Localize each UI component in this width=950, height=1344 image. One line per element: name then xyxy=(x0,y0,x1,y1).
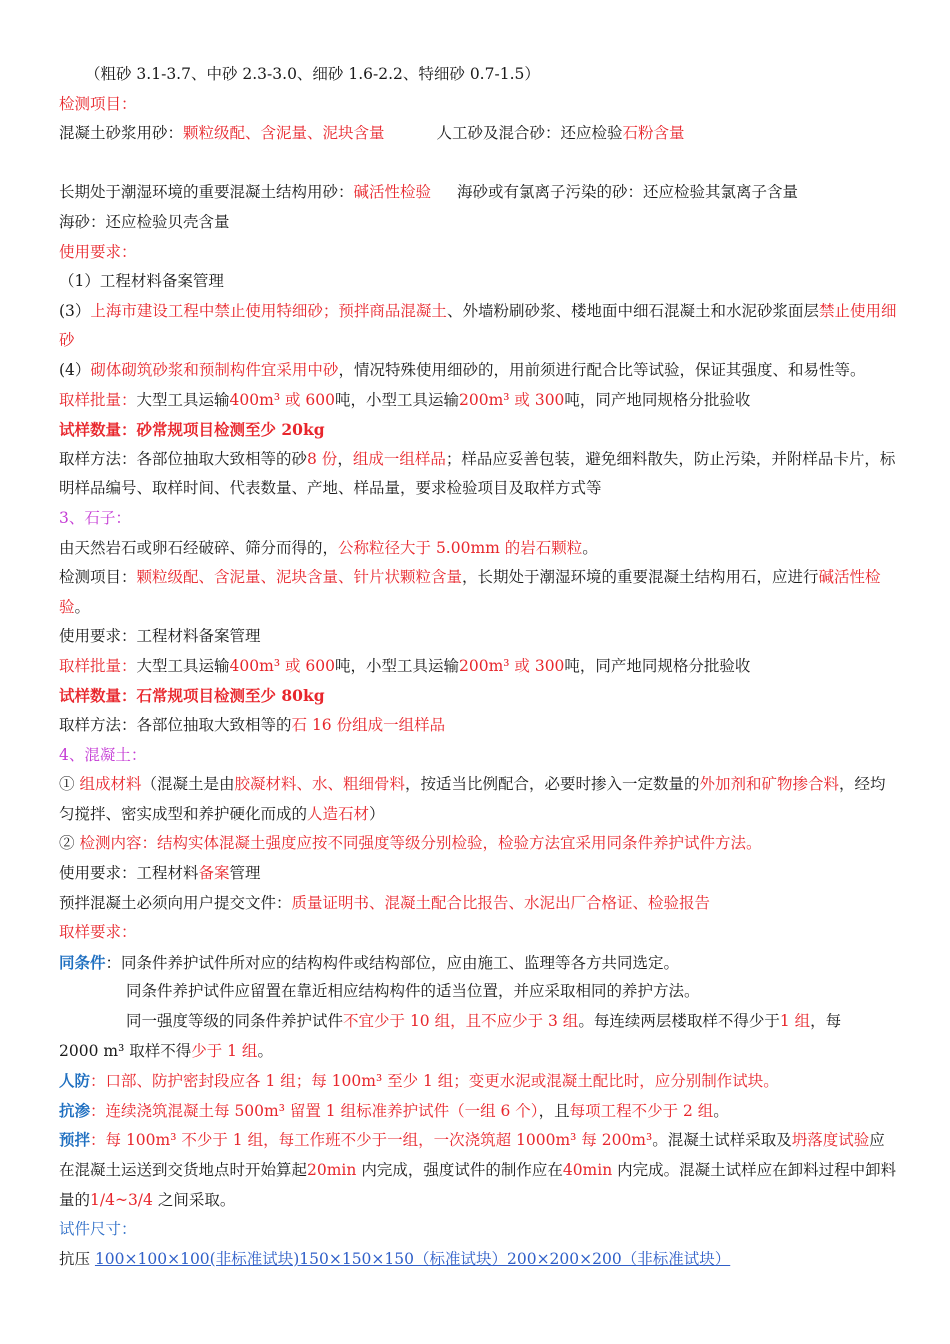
highlight-text: 400m³ 或 600 xyxy=(229,390,335,409)
text: 内完成。混凝土试样应在卸料过程中卸料量的 xyxy=(59,1160,897,1209)
paragraph xyxy=(59,1037,899,1067)
paragraph xyxy=(59,889,899,919)
highlight-text: 1/4~3/4 xyxy=(90,1190,153,1209)
highlight-text: 砌体砌筑砂浆和预制构件宜采用中砂 xyxy=(90,360,339,379)
text: ，每 xyxy=(810,1012,842,1030)
section-heading xyxy=(59,1215,899,1245)
highlight-text: 坍落度试验 xyxy=(791,1131,870,1150)
paragraph xyxy=(59,534,899,564)
paragraph xyxy=(59,267,899,297)
text: 同一强度等级的同条件养护试件 xyxy=(126,1012,344,1030)
highlight-text: 碱活性检验 xyxy=(353,183,432,202)
highlight-text: 公称粒径大于 5.00mm 的岩石颗粒 xyxy=(338,538,583,557)
paragraph xyxy=(59,770,899,829)
text: （粗砂 3.1-3.7、中砂 2.3-3.0、细砂 1.6-2.2、特细砂 0.7-1.5） xyxy=(85,65,540,83)
text: 混凝土砂浆用砂： xyxy=(59,124,184,143)
paragraph xyxy=(59,208,899,238)
text: 。 xyxy=(257,1041,273,1060)
highlight-text: 质量证明书、混凝土配合比报告、水泥出厂合格证、检验报告 xyxy=(291,893,711,912)
text: 取样方法：各部位抽取大致相等的 xyxy=(59,716,292,735)
text: ，经均匀搅拌、密实成型和养护硬化而成的 xyxy=(59,775,886,823)
text: (4） xyxy=(59,360,91,379)
text: 取样方法：各部位抽取大致相等的砂 xyxy=(59,449,308,468)
text: 预拌混凝土必须向用户提交文件： xyxy=(59,893,292,912)
text: ，按适当比例配合，必要时掺入一定数量的 xyxy=(404,775,700,794)
highlight-text: 石粉含量 xyxy=(622,124,685,143)
text: 人工砂及混合砂：还应检验 xyxy=(436,124,623,143)
highlight-text: 外加剂和矿物掺合料 xyxy=(699,775,840,794)
highlight-text: 禁止使用细砂 xyxy=(59,301,897,350)
paragraph xyxy=(59,297,899,356)
paragraph xyxy=(59,386,899,416)
text: ） xyxy=(369,804,385,823)
text: 由天然岩石或卵石经破碎、筛分而得的， xyxy=(59,538,339,557)
text: 抗压 xyxy=(59,1249,95,1268)
text: ，情况特殊使用细砂的，用前须进行配合比等试验，保证其强度、和易性等。 xyxy=(338,360,866,379)
highlight-text: 1 组 xyxy=(779,1012,811,1030)
label-text: 人防 xyxy=(59,1071,91,1091)
highlight-text: 40min xyxy=(562,1160,613,1179)
specimen-size-link[interactable]: 100×100×100(非标准试块)150×150×150（标准试块）200×200×200（非标准试块） xyxy=(94,1249,731,1268)
highlight-text: 石 16 份组成一组样品 xyxy=(291,716,446,735)
paragraph xyxy=(59,1066,899,1096)
text: 应在混凝土运送到交货地点时开始算起 xyxy=(59,1131,885,1179)
highlight-text: 不宜少于 10 组，且不应少于 3 组 xyxy=(343,1012,579,1030)
text: 2000 m³ 取样不得 xyxy=(59,1041,192,1060)
text: 海砂或有氯离子污染的砂：还应检验其氯离子含量 xyxy=(457,183,799,202)
text: 检测项目： xyxy=(59,568,137,587)
paragraph xyxy=(59,563,899,622)
highlight-text: 胶凝材料、水、粗细骨料 xyxy=(234,775,405,794)
highlight-text: 组成材料 xyxy=(79,775,142,794)
text: ① xyxy=(59,775,80,794)
text: 海砂：还应检验贝壳含量 xyxy=(59,212,230,231)
text: 吨，同产地同规格分批验收 xyxy=(564,390,751,409)
highlight-text: 少于 1 组 xyxy=(191,1041,258,1060)
label-text: 取样批量： xyxy=(59,390,137,409)
sample-quantity xyxy=(59,415,899,445)
paragraph xyxy=(59,948,899,978)
highlight-text: ：每 100m³ 不少于 1 组，每工作班不少于一组，一次浇筑超 1000m³ 每 200m³ xyxy=(90,1131,653,1150)
highlight-text: 碱活性检验 xyxy=(59,568,881,616)
section-heading xyxy=(59,90,899,120)
text: 。混凝土试样采取及 xyxy=(652,1131,792,1150)
label-text: 抗渗 xyxy=(59,1100,91,1120)
paragraph xyxy=(59,652,899,682)
text: 之间采取。 xyxy=(152,1190,236,1209)
text: ；样品应妥善包装，避免细料散失，防止污染，并附样品卡片，标明样品编号、取样时间、代表数量、产地、样品量，要求检验项目及取样方式等 xyxy=(59,449,896,498)
text: 吨，同产地同规格分批验收 xyxy=(564,656,751,675)
label-text: 取样批量： xyxy=(59,656,137,675)
text: 长期处于潮湿环境的重要混凝土结构用砂： xyxy=(59,183,354,202)
section-heading xyxy=(59,741,899,771)
highlight-text: 组成一组样品 xyxy=(352,449,446,468)
heading-text: 3、石子： xyxy=(59,508,131,527)
text: 同条件养护试件应留置在靠近相应结构构件的适当位置，并应采取相同的养护方法。 xyxy=(126,982,700,1001)
heading-text: 4、混凝土： xyxy=(59,745,147,764)
highlight-text: ：口部、防护密封段应各 1 组；每 100m³ 至少 1 组；变更水泥或混凝土配比时，应分别制作试块。 xyxy=(90,1072,779,1091)
heading-text: 检测项目： xyxy=(59,94,137,113)
blank-line xyxy=(59,149,899,179)
text: ，且 xyxy=(538,1101,570,1120)
sample-quantity xyxy=(59,681,899,711)
section-heading xyxy=(59,238,899,268)
text: 吨，小型工具运输 xyxy=(334,656,459,675)
highlight-text: 400m³ 或 600 xyxy=(229,656,335,675)
paragraph xyxy=(59,445,899,504)
paragraph xyxy=(59,829,899,859)
text: 、外墙粉刷砂浆、楼地面中细石混凝土和水泥砂浆面层 xyxy=(446,301,819,320)
sand-fineness-note xyxy=(59,60,899,90)
text: 。 xyxy=(582,538,598,557)
highlight-text: 备案 xyxy=(198,864,230,883)
paragraph xyxy=(59,1096,899,1126)
highlight-text: 20min xyxy=(307,1160,357,1179)
paragraph xyxy=(59,859,899,889)
highlight-text: 颗粒级配、含泥量、泥块含量、针片状颗粒含量 xyxy=(136,568,463,587)
highlight-text: 每项工程不少于 2 组 xyxy=(569,1101,714,1120)
text: ② xyxy=(59,834,80,853)
text: 。 xyxy=(713,1101,729,1120)
highlight-text: 上海市建设工程中禁止使用特细砂；预拌商品混凝土 xyxy=(90,301,447,320)
highlight-text: 200m³ 或 300 xyxy=(458,656,565,675)
text: 试样数量：石常规项目检测至少 80kg xyxy=(59,686,325,706)
paragraph xyxy=(59,977,899,1007)
text: ， xyxy=(337,449,353,468)
text: 使用要求：工程材料备案管理 xyxy=(59,627,261,646)
text: （1）工程材料备案管理 xyxy=(59,272,224,291)
text: 。 xyxy=(74,597,91,616)
text: 吨，小型工具运输 xyxy=(334,390,459,409)
paragraph xyxy=(59,622,899,652)
highlight-text: 检测内容：结构实体混凝土强度应按不同强度等级分别检验，检验方法宜采用同条件养护试件方法。 xyxy=(79,834,762,853)
paragraph xyxy=(59,711,899,741)
text: ：同条件养护试件所对应的结构构件或结构部位，应由施工、监理等各方共同选定。 xyxy=(105,953,680,972)
paragraph xyxy=(59,1245,899,1275)
paragraph xyxy=(59,1007,899,1037)
text: 大型工具运输 xyxy=(136,390,230,409)
heading-text: 使用要求： xyxy=(59,242,137,261)
text: 使用要求：工程材料 xyxy=(59,864,199,883)
label-text: 预拌 xyxy=(59,1130,91,1150)
document-page xyxy=(59,60,899,1274)
text: 试样数量：砂常规项目检测至少 20kg xyxy=(59,420,325,440)
label-text: 同条件 xyxy=(59,952,106,972)
paragraph xyxy=(59,178,899,208)
paragraph xyxy=(59,119,899,149)
paragraph xyxy=(59,356,899,386)
highlight-text: ：连续浇筑混凝土每 500m³ 留置 1 组标准养护试件（一组 6 个） xyxy=(90,1101,539,1120)
highlight-text: 颗粒级配、含泥量、泥块含量 xyxy=(183,124,385,143)
paragraph xyxy=(59,1125,899,1215)
heading-text: 取样要求： xyxy=(59,923,137,942)
text: ，长期处于潮湿环境的重要混凝土结构用石，应进行 xyxy=(462,568,819,587)
heading-text: 试件尺寸： xyxy=(59,1220,137,1239)
text: (3） xyxy=(59,301,91,320)
highlight-text: 200m³ 或 300 xyxy=(458,390,565,409)
text: 大型工具运输 xyxy=(136,656,230,675)
text: （混凝土是由 xyxy=(141,775,235,794)
highlight-text: 8 份 xyxy=(307,449,338,468)
text: 。每连续两层楼取样不得少于 xyxy=(578,1012,780,1030)
section-heading xyxy=(59,918,899,948)
text: 管理 xyxy=(229,864,261,883)
text: 内完成，强度试件的制作应在 xyxy=(356,1160,563,1179)
section-heading xyxy=(59,504,899,534)
highlight-text: 人造石材 xyxy=(307,804,370,823)
